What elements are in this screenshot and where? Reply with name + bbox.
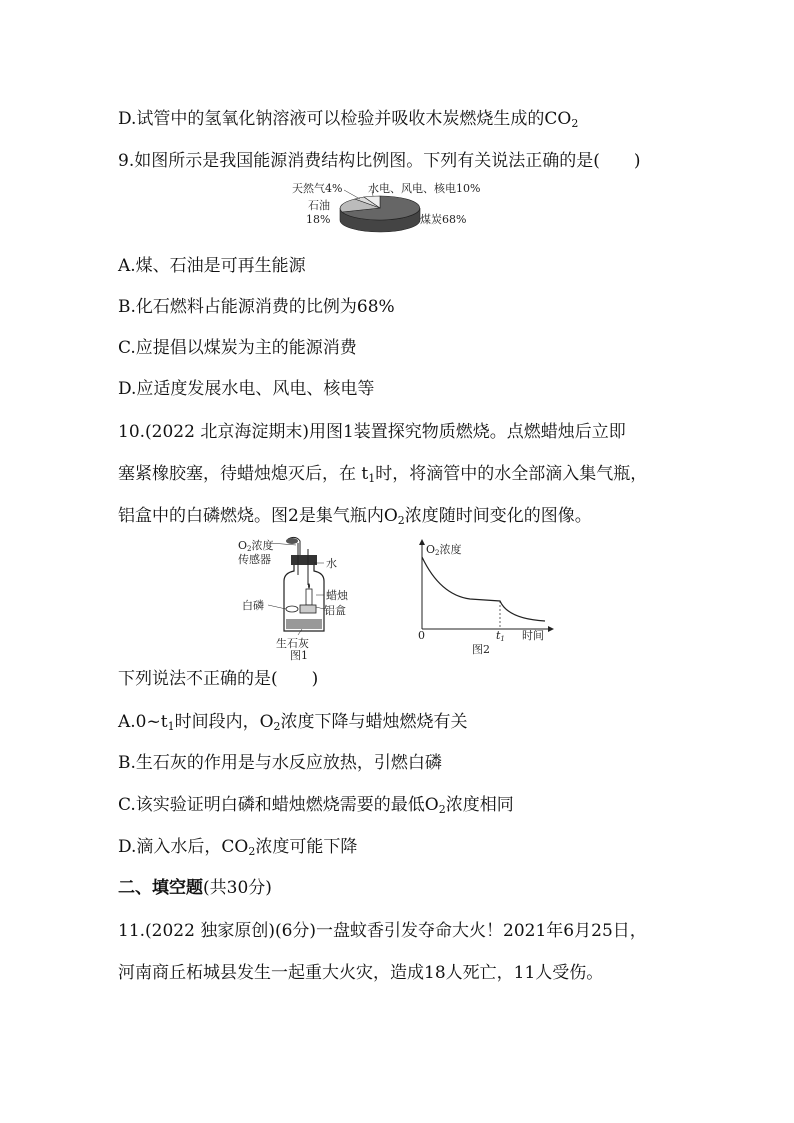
fig2-caption: 图2 (472, 643, 490, 656)
pie-label-coal: 煤炭68% (420, 213, 467, 226)
fig2-ylabel: O2浓度 (426, 543, 462, 557)
o2-concentration-graph (410, 535, 560, 655)
q10-stem-line3: 铝盒中的白磷燃烧。图2是集气瓶内$O_2$浓度随时间变化的图像。 (118, 506, 592, 527)
q9-option-a: A.煤、石油是可再生能源 (118, 256, 306, 276)
fig1-caption: 图1 (290, 649, 308, 662)
fig2-xlabel: 时间 (522, 629, 544, 642)
q11-line1: 11.(2022 独家原创)(6分)一盘蚊香引发夺命大火！2021年6月25日， (118, 921, 647, 941)
q9-option-d: D.应适度发展水电、风电、核电等 (118, 379, 375, 399)
q10-stem-line2: 塞紧橡胶塞，待蜡烛熄灭后，在 $t_1$时，将滴管中的水全部滴入集气瓶， (118, 464, 648, 485)
q10-stem-line1: 10.(2022 北京海淀期末)用图1装置探究物质燃烧。点燃蜡烛后立即 (118, 422, 626, 442)
pie-label-oil-pct: 18% (306, 213, 331, 226)
section-heading: 二、填空题(共30分) (118, 878, 272, 898)
energy-pie-chart (280, 178, 520, 236)
fig1-lime-label: 生石灰 (276, 637, 309, 650)
fig1-sensor-label2: 传感器 (238, 553, 271, 566)
q11-line2: 河南商丘柘城县发生一起重大火灾，造成18人死亡，11人受伤。 (118, 963, 604, 983)
pie-label-gas: 天然气4% (292, 182, 343, 195)
q9-option-b: B.化石燃料占能源消费的比例为68% (118, 297, 395, 317)
fig1-albox-label: 铝盒 (324, 604, 346, 617)
fig2-t1: t1 (496, 629, 505, 643)
q8-option-d: D.试管中的氢氧化钠溶液可以检验并吸收木炭燃烧生成的$CO_2$ (118, 109, 579, 130)
fig1-sensor-label: O2浓度 (238, 539, 274, 553)
fig1-water-label: 水 (326, 557, 337, 570)
apparatus-figure (236, 535, 366, 662)
o2-curve (422, 557, 545, 621)
q10-option-c: C.该实验证明白磷和蜡烛燃烧需要的最低$O_2$浓度相同 (118, 795, 514, 816)
fig2-origin: 0 (418, 629, 425, 642)
q10-ask: 下列说法不正确的是( ) (118, 669, 319, 689)
q9-stem: 9.如图所示是我国能源消费结构比例图。下列有关说法正确的是( ) (118, 151, 641, 171)
fig1-phosphorus-label: 白磷 (242, 599, 264, 612)
q9-option-c: C.应提倡以煤炭为主的能源消费 (118, 338, 357, 358)
pie-label-oil: 石油 (308, 199, 330, 212)
q10-option-b: B.生石灰的作用是与水反应放热，引燃白磷 (118, 753, 442, 773)
pie-label-hydro: 水电、风电、核电10% (368, 182, 481, 195)
q10-option-d: D.滴入水后，$CO_2$浓度可能下降 (118, 837, 358, 858)
q10-option-a: $A.0\sim t_1$时间段内，$O_2$浓度下降与蜡烛燃烧有关 (118, 712, 468, 733)
fig1-candle-label: 蜡烛 (326, 589, 348, 602)
